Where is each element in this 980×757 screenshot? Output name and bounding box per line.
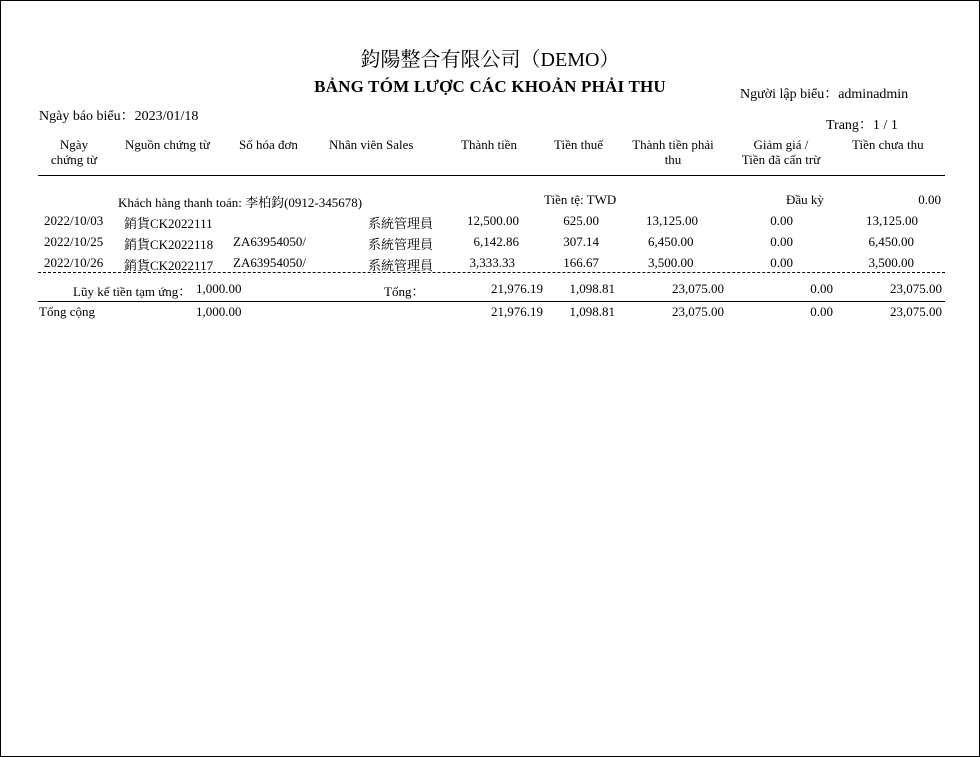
row-date: 2022/10/26	[44, 255, 104, 270]
col-header-sales: Nhân viên Sales	[329, 137, 414, 152]
row-discount: 0.00	[770, 213, 793, 228]
col-header-invoice: Số hóa đơn	[239, 137, 298, 152]
row-unpaid: 13,125.00	[866, 213, 918, 228]
report-creator: Người lập biểu：adminadmin	[740, 87, 909, 102]
customer-info: Khách hàng thanh toán: 李柏鈞(0912-345678)	[118, 195, 363, 210]
row-date: 2022/10/03	[44, 213, 104, 228]
col-header-tax: Tiền thuế	[554, 137, 603, 152]
row-receivable: 6,450.00	[648, 234, 694, 249]
row-tax: 625.00	[563, 213, 599, 228]
col-header-date-line2: chứng từ	[50, 152, 98, 167]
opening-balance-value: 0.00	[918, 192, 941, 207]
row-sales: 系統管理員	[368, 216, 434, 231]
col-header-receivable-line1: Thành tiền phải	[632, 137, 714, 152]
row-source: 銷貨CK2022111	[124, 216, 213, 231]
col-header-discount-line2: Tiền đã cấn trừ	[741, 152, 821, 167]
grand-total-amount: 21,976.19	[491, 304, 543, 319]
row-discount: 0.00	[770, 234, 793, 249]
subtotal-receivable: 23,075.00	[672, 281, 724, 296]
subtotal-discount: 0.00	[810, 281, 833, 296]
row-invoice: ZA63954050/	[233, 234, 306, 249]
col-header-source: Nguồn chứng từ	[125, 137, 210, 152]
subtotal-divider	[38, 272, 945, 273]
company-name: 鈞陽整合有限公司（DEMO）	[360, 49, 620, 71]
grand-total-tax: 1,098.81	[569, 304, 615, 319]
row-sales: 系統管理員	[368, 237, 434, 252]
col-header-discount-line1: Giảm giá /	[753, 137, 809, 152]
row-amount: 3,333.33	[469, 255, 515, 270]
row-sales: 系統管理員	[368, 258, 434, 273]
subtotal-amount: 21,976.19	[491, 281, 543, 296]
row-source: 銷貨CK2022117	[124, 258, 214, 273]
opening-balance-label: Đầu kỳ	[786, 192, 824, 207]
page-number: Trang：1 / 1	[826, 118, 898, 133]
currency-info: Tiền tệ: TWD	[544, 192, 617, 207]
subtotal-tax: 1,098.81	[569, 281, 615, 296]
row-amount: 12,500.00	[467, 213, 519, 228]
col-header-receivable-line2: thu	[664, 152, 682, 167]
col-header-amount: Thành tiền	[461, 137, 517, 152]
row-receivable: 13,125.00	[646, 213, 698, 228]
advance-value: 1,000.00	[196, 281, 242, 296]
row-discount: 0.00	[770, 255, 793, 270]
total-label: Tổng：	[384, 284, 425, 299]
grand-total-discount: 0.00	[810, 304, 833, 319]
row-receivable: 3,500.00	[648, 255, 694, 270]
row-tax: 166.67	[563, 255, 599, 270]
report-title: BẢNG TÓM LƯỢC CÁC KHOẢN PHẢI THU	[314, 77, 666, 96]
grand-total-receivable: 23,075.00	[672, 304, 724, 319]
row-source: 銷貨CK2022118	[124, 237, 214, 252]
row-invoice: ZA63954050/	[233, 255, 306, 270]
row-tax: 307.14	[563, 234, 599, 249]
col-header-unpaid: Tiền chưa thu	[852, 137, 924, 152]
advance-label: Lũy kế tiền tạm ứng：	[73, 284, 192, 299]
grand-total-unpaid: 23,075.00	[890, 304, 942, 319]
grand-total-advance: 1,000.00	[196, 304, 242, 319]
row-unpaid: 3,500.00	[868, 255, 914, 270]
row-unpaid: 6,450.00	[868, 234, 914, 249]
grand-total-divider	[38, 301, 945, 302]
col-header-receivable	[623, 137, 723, 167]
subtotal-unpaid: 23,075.00	[890, 281, 942, 296]
grand-total-label: Tổng cộng	[39, 304, 95, 319]
col-header-date-line1: Ngày	[59, 137, 89, 152]
report-date: Ngày báo biểu：2023/01/18	[39, 109, 199, 124]
row-amount: 6,142.86	[473, 234, 519, 249]
col-header-discount	[731, 137, 831, 167]
row-date: 2022/10/25	[44, 234, 104, 249]
col-header-date	[41, 137, 107, 167]
header-divider	[38, 175, 945, 176]
